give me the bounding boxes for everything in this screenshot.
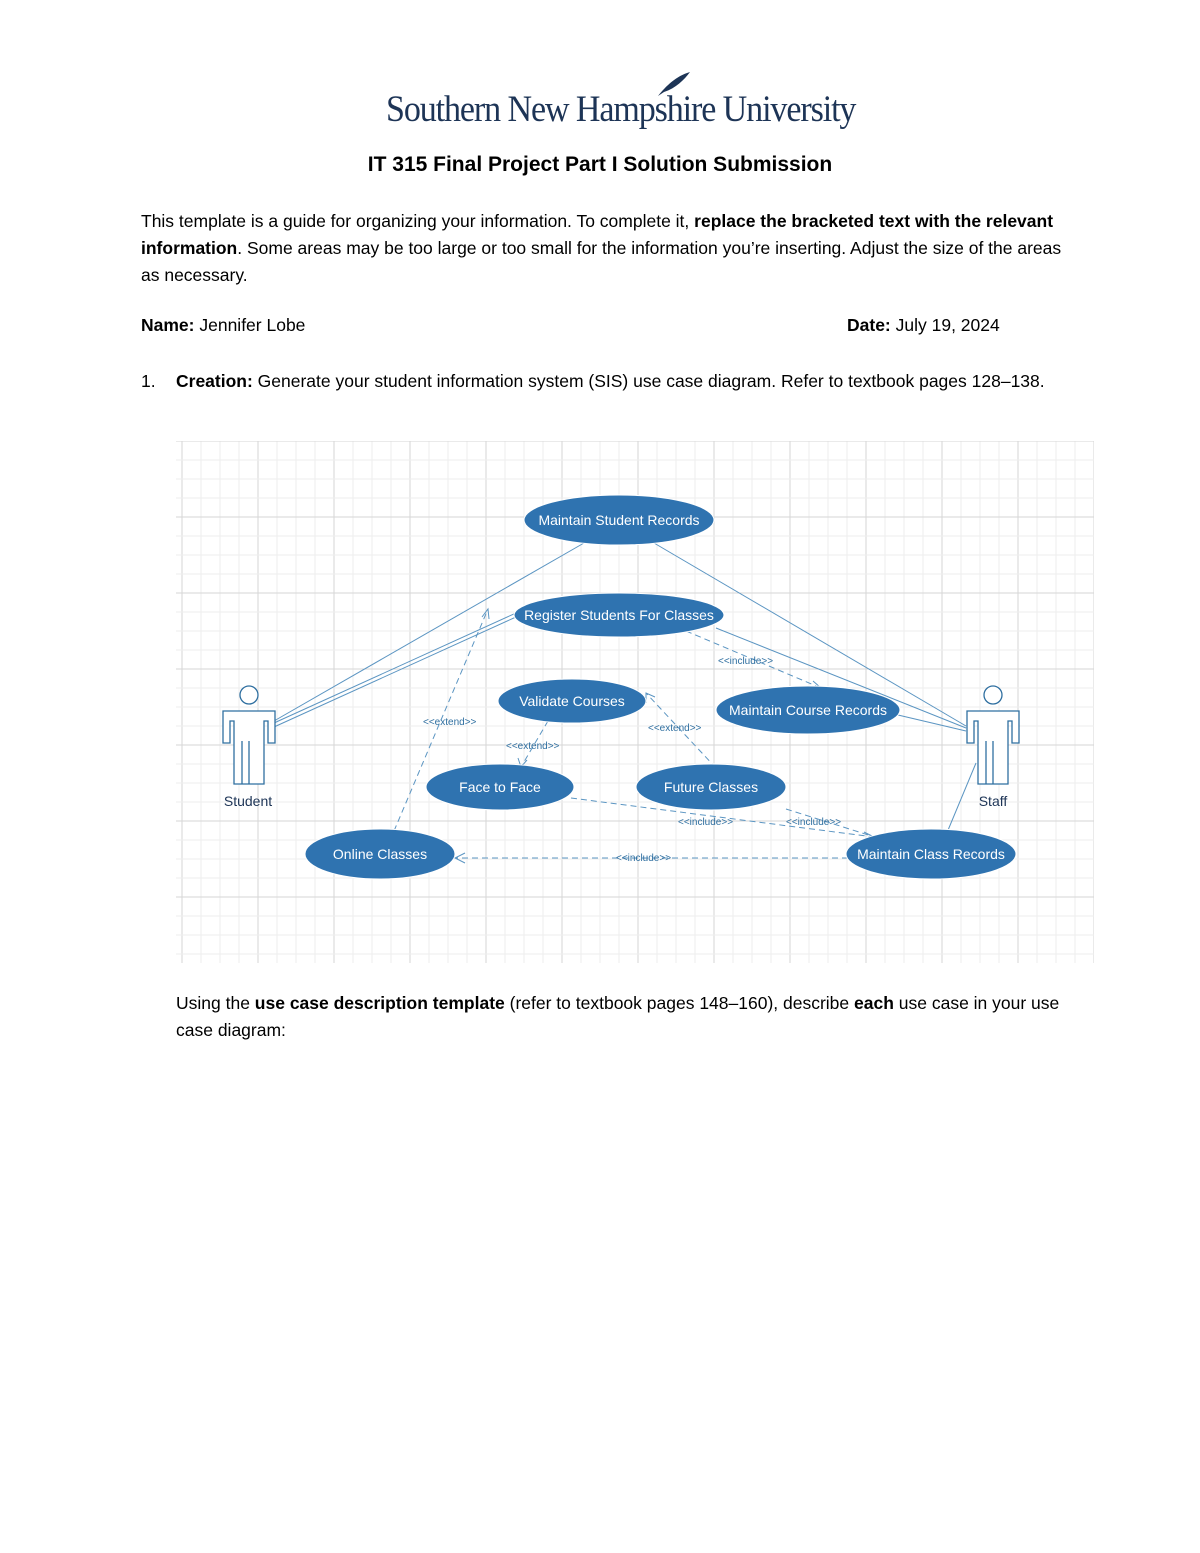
stereotype-include: <<include>>	[786, 817, 842, 828]
actor-staff-label: Staff	[978, 793, 1008, 809]
actor-staff-icon	[967, 686, 1019, 784]
date-field: Date: July 19, 2024	[847, 315, 1000, 335]
university-logo	[386, 70, 856, 136]
logo-text: Southern New Hampshire University	[386, 89, 856, 130]
page-title: IT 315 Final Project Part I Solution Submission	[367, 153, 833, 176]
stereotype-extend: <<extend>>	[506, 741, 560, 752]
actor-student-icon	[223, 686, 275, 784]
use-case-label: Register Students For Classes	[524, 607, 714, 623]
question-label: Creation:	[176, 371, 253, 391]
use-case-label: Maintain Student Records	[538, 512, 700, 528]
intro-paragraph: This template is a guide for organizing your information. To complete it, replace the bracketed text with the relevant information. Some areas may be too large or too small for the information you’re inserting. Adjust the size of the areas as necessary.	[141, 211, 1062, 285]
use-case-label: Online Classes	[332, 846, 428, 862]
use-case-diagram	[176, 441, 1094, 963]
stereotype-include: <<include>>	[616, 853, 672, 864]
use-case-label: Maintain Course Records	[729, 702, 887, 718]
actor-student-label: Student	[223, 793, 273, 809]
question-1	[141, 368, 1071, 395]
stereotype-include: <<include>>	[718, 656, 774, 667]
assoc-student-register-2	[274, 617, 516, 727]
question-text: Generate your student information system (SIS) use case diagram. Refer to textbook pages 128–138.	[252, 371, 1045, 391]
stereotype-include: <<include>>	[678, 817, 734, 828]
stereotype-extend: <<extend>>	[648, 723, 702, 734]
use-case-label: Validate Courses	[519, 693, 625, 709]
name-field: Name: Jennifer Lobe	[141, 315, 306, 335]
use-case-label: Future Classes	[663, 779, 759, 795]
stereotype-extend: <<extend>>	[423, 717, 477, 728]
use-case-label: Maintain Class Records	[857, 846, 1005, 862]
assoc-staff-course-records	[898, 715, 966, 731]
use-case-description-instruction: Using the use case description template (refer to textbook pages 148–160), describe each use case in your use case diagram:	[176, 993, 1060, 1040]
use-case-label: Face to Face	[459, 779, 541, 795]
question-number: 1.	[141, 371, 156, 391]
